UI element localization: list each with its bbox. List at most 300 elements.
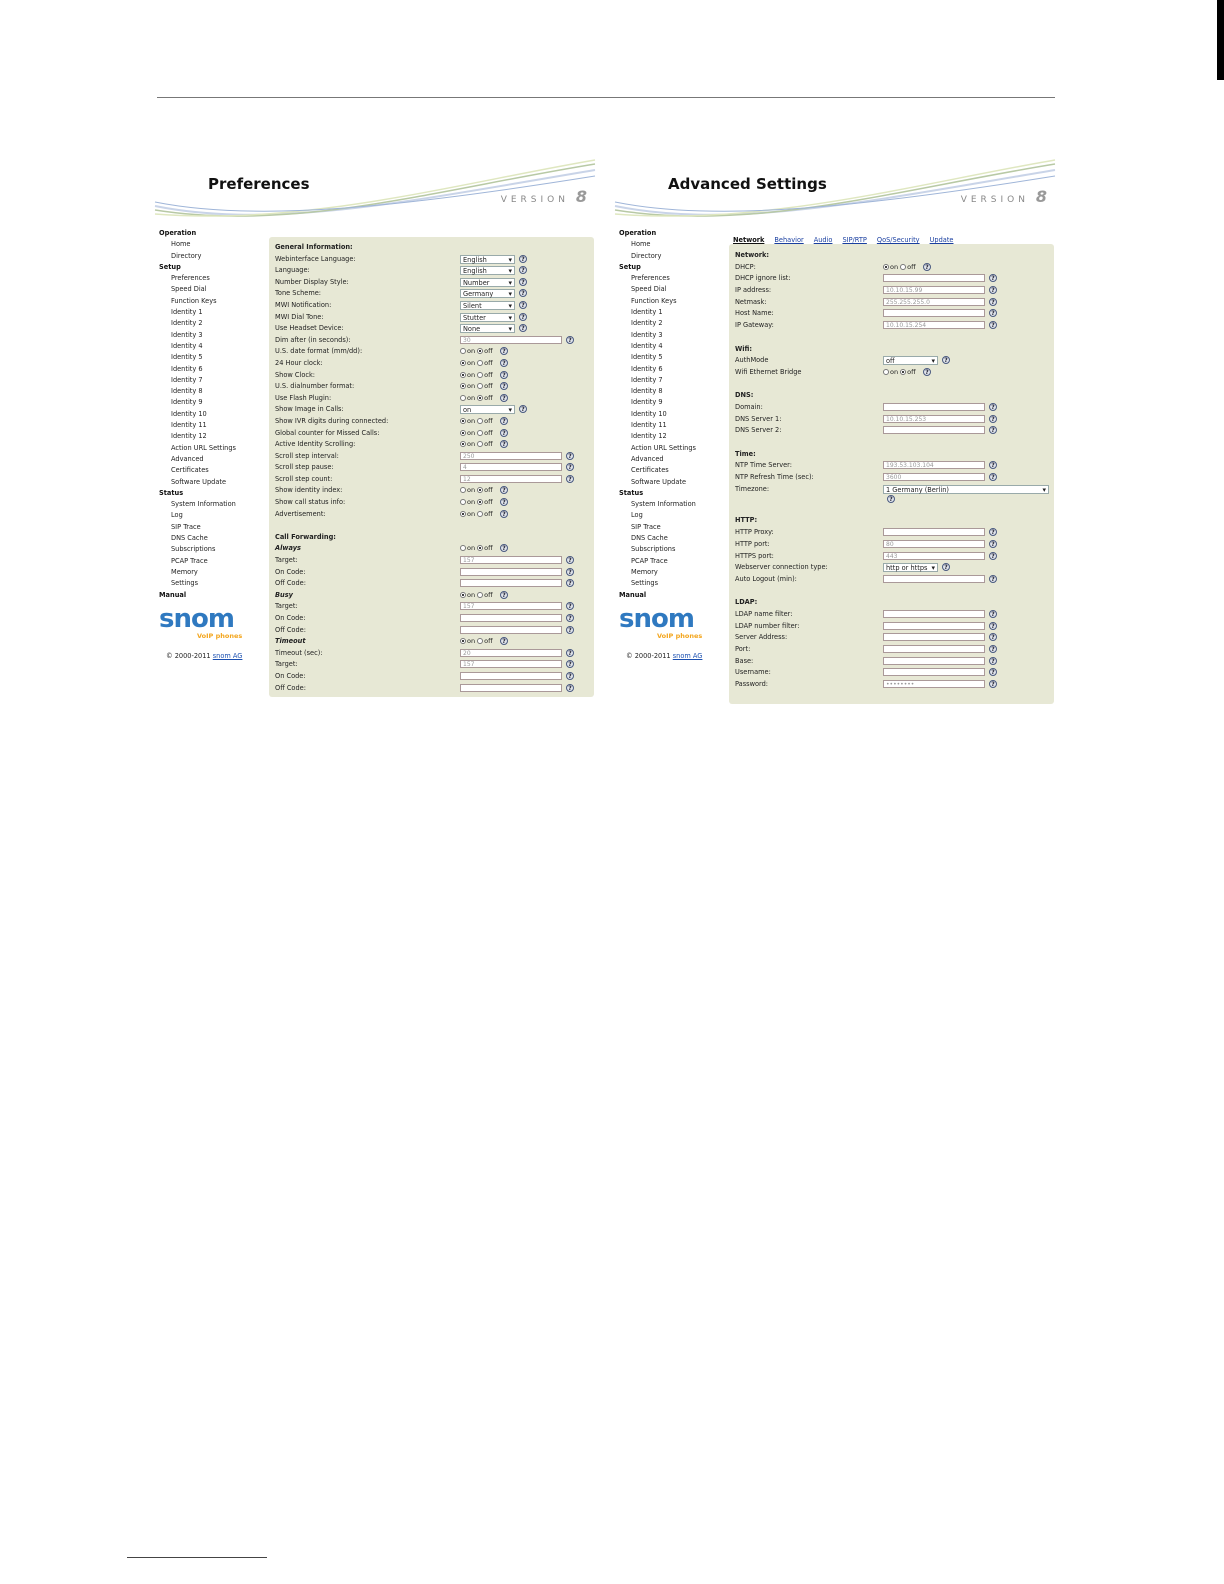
radio-on[interactable] xyxy=(883,264,889,270)
on-off-radio[interactable] xyxy=(460,498,493,506)
tab-audio[interactable]: Audio xyxy=(813,236,833,244)
radio-label-off: off xyxy=(484,393,493,402)
language-select[interactable]: English ▾ xyxy=(460,266,515,275)
help-icon[interactable]: ? xyxy=(500,359,508,367)
help-icon[interactable]: ? xyxy=(566,579,574,587)
scroll-step-pause-input[interactable]: 4 xyxy=(460,463,562,471)
on-off-radio[interactable] xyxy=(460,394,493,402)
help-icon[interactable]: ? xyxy=(989,415,997,423)
help-icon[interactable]: ? xyxy=(500,429,508,437)
tab-sip-rtp[interactable]: SIP/RTP xyxy=(842,236,867,244)
mwi-notification-select[interactable]: Silent ▾ xyxy=(460,301,515,310)
help-icon[interactable]: ? xyxy=(566,568,574,576)
field-label: Timeout (sec): xyxy=(275,648,323,657)
help-icon[interactable]: ? xyxy=(942,356,950,364)
subsection-label: Timeout xyxy=(275,637,306,646)
radio-off[interactable] xyxy=(477,545,483,551)
help-icon[interactable]: ? xyxy=(500,510,508,518)
sidebar-item-identity-6[interactable]: Identity 6 xyxy=(631,364,663,373)
mwi-dial-tone-select[interactable]: Stutter ▾ xyxy=(460,313,515,322)
dim-after-in-seconds-input[interactable]: 30 xyxy=(460,336,562,344)
field-label: Show Clock: xyxy=(275,370,316,379)
on-off-radio[interactable] xyxy=(460,417,493,425)
field-label: Scroll step interval: xyxy=(275,451,339,460)
sidebar-item-identity-5[interactable]: Identity 5 xyxy=(631,353,663,362)
radio-on[interactable] xyxy=(460,395,466,401)
nav-section-status[interactable]: Status xyxy=(159,488,184,497)
radio-off[interactable] xyxy=(477,441,483,447)
header xyxy=(615,160,1055,230)
sidebar-item-action-url-settings[interactable]: Action URL Settings xyxy=(171,443,236,452)
use-headset-device-select[interactable]: None ▾ xyxy=(460,324,515,333)
sidebar-item-identity-3[interactable]: Identity 3 xyxy=(171,330,203,339)
on-off-radio[interactable] xyxy=(460,359,493,367)
help-icon[interactable]: ? xyxy=(566,614,574,622)
field-label: Use Headset Device: xyxy=(275,324,344,333)
sidebar-item-log[interactable]: Log xyxy=(171,511,183,520)
help-icon[interactable]: ? xyxy=(989,528,997,536)
http-port-input[interactable]: 80 xyxy=(883,540,985,548)
help-icon[interactable]: ? xyxy=(989,274,997,282)
section-heading: Network: xyxy=(735,251,770,259)
radio-off[interactable] xyxy=(477,372,483,378)
field-label: Show Image in Calls: xyxy=(275,405,344,414)
nav-section-setup[interactable]: Setup xyxy=(619,262,641,271)
help-icon[interactable]: ? xyxy=(519,301,527,309)
field-label: Active Identity Scrolling: xyxy=(275,440,356,449)
top-rule xyxy=(157,97,1055,98)
tone-scheme-select[interactable]: Germany ▾ xyxy=(460,289,515,298)
field-label: On Code: xyxy=(275,567,306,576)
sidebar-item-pcap-trace[interactable]: PCAP Trace xyxy=(631,556,668,565)
radio-on[interactable] xyxy=(460,592,466,598)
on-off-radio[interactable] xyxy=(460,371,493,379)
sidebar-nav xyxy=(159,228,271,601)
radio-on[interactable] xyxy=(460,383,466,389)
target-input[interactable]: 157 xyxy=(460,602,562,610)
help-icon[interactable]: ? xyxy=(887,495,895,503)
sidebar-item-identity-8[interactable]: Identity 8 xyxy=(631,387,663,396)
field-label: NTP Refresh Time (sec): xyxy=(735,473,814,482)
authmode-select[interactable]: off ▾ xyxy=(883,356,938,365)
radio-off[interactable] xyxy=(477,360,483,366)
header xyxy=(155,160,595,230)
sidebar-item-identity-2[interactable]: Identity 2 xyxy=(631,319,663,328)
ip-address-input[interactable]: 10.10.15.99 xyxy=(883,286,985,294)
radio-label-on: on xyxy=(890,262,901,271)
webinterface-language-select[interactable]: English ▾ xyxy=(460,255,515,264)
help-icon[interactable]: ? xyxy=(500,637,508,645)
ntp-refresh-time-sec-input[interactable]: 3600 xyxy=(883,473,985,481)
sidebar-item-function-keys[interactable]: Function Keys xyxy=(171,296,217,305)
target-input[interactable]: 157 xyxy=(460,556,562,564)
help-icon[interactable]: ? xyxy=(566,475,574,483)
scroll-step-interval-input[interactable]: 250 xyxy=(460,452,562,460)
help-icon[interactable]: ? xyxy=(519,278,527,286)
field-label: DNS Server 1: xyxy=(735,414,782,423)
nav-section-manual[interactable]: Manual xyxy=(159,590,187,599)
tab-update[interactable]: Update xyxy=(929,236,954,244)
help-icon[interactable]: ? xyxy=(989,461,997,469)
sidebar-item-home[interactable]: Home xyxy=(171,240,191,249)
radio-label-off: off xyxy=(484,509,493,518)
field-label: Number Display Style: xyxy=(275,277,349,286)
off-code-input[interactable] xyxy=(460,626,562,634)
radio-label-off: off xyxy=(484,637,493,646)
help-icon[interactable]: ? xyxy=(989,633,997,641)
sidebar-item-memory[interactable]: Memory xyxy=(631,567,658,576)
field-label: DHCP: xyxy=(735,262,756,271)
help-icon[interactable]: ? xyxy=(989,321,997,329)
help-icon[interactable]: ? xyxy=(989,657,997,665)
help-icon[interactable]: ? xyxy=(500,498,508,506)
settings-tabs xyxy=(733,236,963,244)
ntp-time-server-input[interactable]: 193.53.103.104 xyxy=(883,461,985,469)
netmask-input[interactable]: 255.255.255.0 xyxy=(883,298,985,306)
help-icon[interactable]: ? xyxy=(989,473,997,481)
host-name-input[interactable] xyxy=(883,309,985,317)
sidebar-item-preferences[interactable]: Preferences xyxy=(631,274,670,283)
help-icon[interactable]: ? xyxy=(989,552,997,560)
field-label: Scroll step count: xyxy=(275,474,333,483)
radio-label-off: off xyxy=(484,590,493,599)
sidebar-item-advanced[interactable]: Advanced xyxy=(171,454,204,463)
radio-on[interactable] xyxy=(460,499,466,505)
help-icon[interactable]: ? xyxy=(519,405,527,413)
sidebar-item-identity-10[interactable]: Identity 10 xyxy=(631,409,667,418)
field-label: Base: xyxy=(735,656,754,665)
tab-network[interactable]: Network xyxy=(733,236,765,244)
radio-label-on: on xyxy=(467,347,478,356)
radio-off[interactable] xyxy=(477,487,483,493)
on-off-radio[interactable] xyxy=(460,347,493,355)
help-icon[interactable]: ? xyxy=(989,668,997,676)
help-icon[interactable]: ? xyxy=(566,626,574,634)
sidebar-item-identity-6[interactable]: Identity 6 xyxy=(171,364,203,373)
sidebar-item-sip-trace[interactable]: SIP Trace xyxy=(171,522,201,531)
radio-on[interactable] xyxy=(460,487,466,493)
radio-off[interactable] xyxy=(477,348,483,354)
nav-section-operation[interactable]: Operation xyxy=(619,229,657,237)
nav-section-status[interactable]: Status xyxy=(619,488,644,497)
help-icon[interactable]: ? xyxy=(989,298,997,306)
target-input[interactable]: 157 xyxy=(460,660,562,668)
sidebar-item-pcap-trace[interactable]: PCAP Trace xyxy=(171,556,208,565)
on-off-radio[interactable] xyxy=(883,263,916,271)
field-label: MWI Dial Tone: xyxy=(275,312,324,321)
sidebar-item-identity-1[interactable]: Identity 1 xyxy=(171,308,203,317)
sidebar-item-system-information[interactable]: System Information xyxy=(171,500,236,509)
sidebar-item-speed-dial[interactable]: Speed Dial xyxy=(171,285,207,294)
sidebar-item-identity-9[interactable]: Identity 9 xyxy=(171,398,203,407)
help-icon[interactable]: ? xyxy=(519,255,527,263)
help-icon[interactable]: ? xyxy=(500,371,508,379)
radio-off[interactable] xyxy=(477,383,483,389)
sidebar-nav xyxy=(619,228,731,601)
help-icon[interactable]: ? xyxy=(566,660,574,668)
radio-label-on: on xyxy=(467,393,478,402)
domain-input[interactable] xyxy=(883,403,985,411)
sidebar-item-identity-5[interactable]: Identity 5 xyxy=(171,353,203,362)
sidebar-item-action-url-settings[interactable]: Action URL Settings xyxy=(631,443,696,452)
timeout-sec-input[interactable]: 20 xyxy=(460,649,562,657)
on-off-radio[interactable] xyxy=(460,544,493,552)
field-label: Auto Logout (min): xyxy=(735,574,797,583)
radio-label-off: off xyxy=(484,347,493,356)
field-label: IP address: xyxy=(735,286,772,295)
sidebar-item-certificates[interactable]: Certificates xyxy=(631,466,669,475)
on-off-radio[interactable] xyxy=(460,510,493,518)
radio-off[interactable] xyxy=(477,395,483,401)
sidebar-item-software-update[interactable]: Software Update xyxy=(171,477,227,486)
ip-gateway-input[interactable]: 10.10.15.254 xyxy=(883,321,985,329)
sidebar-item-identity-12[interactable]: Identity 12 xyxy=(171,432,207,441)
field-label: Host Name: xyxy=(735,309,774,318)
help-icon[interactable]: ? xyxy=(566,452,574,460)
snom-logo: snom VoIP phones xyxy=(619,604,703,640)
help-icon[interactable]: ? xyxy=(500,591,508,599)
field-label: Target: xyxy=(275,556,298,565)
password-input[interactable]: •••••••• xyxy=(883,680,985,688)
sidebar-item-identity-1[interactable]: Identity 1 xyxy=(631,308,663,317)
help-icon[interactable]: ? xyxy=(519,313,527,321)
show-image-in-calls-select[interactable]: on ▾ xyxy=(460,405,515,414)
sidebar-item-advanced[interactable]: Advanced xyxy=(631,454,664,463)
field-label: DNS Server 2: xyxy=(735,426,782,435)
field-label: Advertisement: xyxy=(275,509,326,518)
sidebar-item-identity-9[interactable]: Identity 9 xyxy=(631,398,663,407)
radio-label-off: off xyxy=(907,262,916,271)
help-icon[interactable]: ? xyxy=(500,544,508,552)
number-display-style-select[interactable]: Number ▾ xyxy=(460,278,515,287)
help-icon[interactable]: ? xyxy=(566,649,574,657)
field-label: LDAP number filter: xyxy=(735,621,800,630)
radio-label-on: on xyxy=(467,416,478,425)
help-icon[interactable]: ? xyxy=(989,610,997,618)
help-icon[interactable]: ? xyxy=(566,463,574,471)
username-input[interactable] xyxy=(883,668,985,676)
copyright-link[interactable]: snom AG xyxy=(672,652,703,660)
radio-off[interactable] xyxy=(900,264,906,270)
radio-on[interactable] xyxy=(460,430,466,436)
sidebar-item-identity-4[interactable]: Identity 4 xyxy=(631,341,663,350)
nav-section-manual[interactable]: Manual xyxy=(619,590,647,599)
sidebar-item-function-keys[interactable]: Function Keys xyxy=(631,296,677,305)
field-label: HTTP Proxy: xyxy=(735,528,774,537)
section-heading: Time: xyxy=(735,449,756,458)
radio-on[interactable] xyxy=(460,360,466,366)
help-icon[interactable]: ? xyxy=(989,622,997,630)
radio-on[interactable] xyxy=(460,418,466,424)
radio-label-off: off xyxy=(484,544,493,553)
preferences-screenshot xyxy=(155,160,595,692)
field-label: AuthMode xyxy=(735,356,769,365)
sidebar-item-directory[interactable]: Directory xyxy=(631,251,662,260)
field-label: Dim after (in seconds): xyxy=(275,335,351,344)
scroll-step-count-input[interactable]: 12 xyxy=(460,475,562,483)
sidebar-item-identity-7[interactable]: Identity 7 xyxy=(631,375,663,384)
help-icon[interactable]: ? xyxy=(989,645,997,653)
copyright-link[interactable]: snom AG xyxy=(212,652,243,660)
radio-label-off: off xyxy=(484,440,493,449)
sidebar-item-speed-dial[interactable]: Speed Dial xyxy=(631,285,667,294)
copyright: © 2000-2011 snom AG xyxy=(166,652,243,660)
sidebar-item-software-update[interactable]: Software Update xyxy=(631,477,687,486)
sidebar-item-settings[interactable]: Settings xyxy=(631,579,659,588)
dhcp-ignore-list-input[interactable] xyxy=(883,274,985,282)
help-icon[interactable]: ? xyxy=(989,309,997,317)
ldap-name-filter-input[interactable] xyxy=(883,610,985,618)
radio-off[interactable] xyxy=(477,418,483,424)
radio-label-off: off xyxy=(484,358,493,367)
field-label: Port: xyxy=(735,645,751,653)
timezone-select[interactable]: 1 Germany (Berlin) ▾ xyxy=(883,485,1049,494)
radio-on[interactable] xyxy=(460,441,466,447)
footnote-rule xyxy=(127,1557,267,1558)
sidebar-item-identity-4[interactable]: Identity 4 xyxy=(171,341,203,350)
help-icon[interactable]: ? xyxy=(989,680,997,688)
radio-label-on: on xyxy=(467,440,478,449)
help-icon[interactable]: ? xyxy=(989,426,997,434)
sidebar-item-home[interactable]: Home xyxy=(631,240,651,249)
help-icon[interactable]: ? xyxy=(519,289,527,297)
field-label: Timezone: xyxy=(735,484,770,493)
radio-on[interactable] xyxy=(883,369,889,375)
help-icon[interactable]: ? xyxy=(989,540,997,548)
sidebar-item-certificates[interactable]: Certificates xyxy=(171,466,209,475)
radio-off[interactable] xyxy=(477,430,483,436)
port-input[interactable] xyxy=(883,645,985,653)
nav-section-setup[interactable]: Setup xyxy=(159,262,181,271)
field-label: Webserver connection type: xyxy=(735,563,828,572)
sidebar-item-system-information[interactable]: System Information xyxy=(631,500,696,509)
off-code-input[interactable] xyxy=(460,684,562,692)
radio-off[interactable] xyxy=(477,499,483,505)
field-label: Tone Scheme: xyxy=(275,289,322,298)
help-icon[interactable]: ? xyxy=(519,324,527,332)
radio-label-off: off xyxy=(484,428,493,437)
sidebar-item-log[interactable]: Log xyxy=(631,511,643,520)
nav-section-operation[interactable]: Operation xyxy=(159,229,197,237)
radio-off[interactable] xyxy=(477,511,483,517)
field-label: U.S. date format (mm/dd): xyxy=(275,347,363,356)
http-proxy-input[interactable] xyxy=(883,528,985,536)
radio-label-on: on xyxy=(467,382,478,391)
sidebar-item-memory[interactable]: Memory xyxy=(171,567,198,576)
sidebar-item-identity-11[interactable]: Identity 11 xyxy=(631,421,667,430)
tab-qos-security[interactable]: QoS/Security xyxy=(876,236,920,244)
help-icon[interactable]: ? xyxy=(923,263,931,271)
sidebar-item-dns-cache[interactable]: DNS Cache xyxy=(171,534,208,543)
field-label: On Code: xyxy=(275,671,306,680)
field-label: IP Gateway: xyxy=(735,321,774,330)
on-off-radio[interactable] xyxy=(460,591,493,599)
sidebar-item-settings[interactable]: Settings xyxy=(171,579,199,588)
on-code-input[interactable] xyxy=(460,672,562,680)
radio-label-off: off xyxy=(484,486,493,495)
sidebar-item-sip-trace[interactable]: SIP Trace xyxy=(631,522,661,531)
radio-on[interactable] xyxy=(460,545,466,551)
field-label: Language: xyxy=(275,266,310,275)
webserver-connection-type-select[interactable]: http or https ▾ xyxy=(883,563,938,572)
on-off-radio[interactable] xyxy=(883,368,916,376)
help-icon[interactable]: ? xyxy=(500,417,508,425)
sidebar-item-dns-cache[interactable]: DNS Cache xyxy=(631,534,668,543)
sidebar-item-subscriptions[interactable]: Subscriptions xyxy=(171,545,216,554)
server-address-input[interactable] xyxy=(883,633,985,641)
dns-server-2-input[interactable] xyxy=(883,426,985,434)
help-icon[interactable]: ? xyxy=(519,266,527,274)
help-icon[interactable]: ? xyxy=(566,556,574,564)
help-icon[interactable]: ? xyxy=(500,486,508,494)
help-icon[interactable]: ? xyxy=(500,394,508,402)
section-heading: DNS: xyxy=(735,391,754,400)
help-icon[interactable]: ? xyxy=(923,368,931,376)
sidebar-item-subscriptions[interactable]: Subscriptions xyxy=(631,545,676,554)
base-input[interactable] xyxy=(883,657,985,665)
help-icon[interactable]: ? xyxy=(566,684,574,692)
help-icon[interactable]: ? xyxy=(989,286,997,294)
on-off-radio[interactable] xyxy=(460,382,493,390)
radio-on[interactable] xyxy=(460,372,466,378)
sidebar-item-identity-3[interactable]: Identity 3 xyxy=(631,330,663,339)
help-icon[interactable]: ? xyxy=(566,602,574,610)
sidebar-item-identity-11[interactable]: Identity 11 xyxy=(171,421,207,430)
radio-on[interactable] xyxy=(460,511,466,517)
sidebar-item-identity-7[interactable]: Identity 7 xyxy=(171,375,203,384)
dns-server-1-input[interactable]: 10.10.15.253 xyxy=(883,415,985,423)
tab-behavior[interactable]: Behavior xyxy=(774,236,804,244)
help-icon[interactable]: ? xyxy=(500,382,508,390)
off-code-input[interactable] xyxy=(460,579,562,587)
help-icon[interactable]: ? xyxy=(500,347,508,355)
sidebar-item-identity-10[interactable]: Identity 10 xyxy=(171,409,207,418)
help-icon[interactable]: ? xyxy=(989,575,997,583)
help-icon[interactable]: ? xyxy=(566,672,574,680)
sidebar-item-preferences[interactable]: Preferences xyxy=(171,274,210,283)
subsection-label: Always xyxy=(275,544,301,553)
on-off-radio[interactable] xyxy=(460,486,493,494)
radio-off[interactable] xyxy=(477,592,483,598)
ldap-number-filter-input[interactable] xyxy=(883,622,985,630)
radio-label-off: off xyxy=(484,498,493,507)
on-off-radio[interactable] xyxy=(460,440,493,448)
radio-on[interactable] xyxy=(460,348,466,354)
radio-label-on: on xyxy=(467,498,478,507)
help-icon[interactable]: ? xyxy=(989,403,997,411)
sidebar-item-identity-12[interactable]: Identity 12 xyxy=(631,432,667,441)
help-icon[interactable]: ? xyxy=(500,440,508,448)
https-port-input[interactable]: 443 xyxy=(883,552,985,560)
radio-label-off: off xyxy=(907,367,916,376)
on-code-input[interactable] xyxy=(460,568,562,576)
radio-label-on: on xyxy=(467,590,478,599)
sidebar-item-identity-2[interactable]: Identity 2 xyxy=(171,319,203,328)
page-title: Preferences xyxy=(208,175,310,193)
auto-logout-min-input[interactable] xyxy=(883,575,985,583)
radio-on[interactable] xyxy=(460,638,466,644)
help-icon[interactable]: ? xyxy=(566,336,574,344)
help-icon[interactable]: ? xyxy=(942,563,950,571)
on-off-radio[interactable] xyxy=(460,637,493,645)
field-label: Webinterface Language: xyxy=(275,254,356,263)
radio-off[interactable] xyxy=(900,369,906,375)
on-off-radio[interactable] xyxy=(460,429,493,437)
sidebar-item-directory[interactable]: Directory xyxy=(171,251,202,260)
radio-off[interactable] xyxy=(477,638,483,644)
sidebar-item-identity-8[interactable]: Identity 8 xyxy=(171,387,203,396)
on-code-input[interactable] xyxy=(460,614,562,622)
